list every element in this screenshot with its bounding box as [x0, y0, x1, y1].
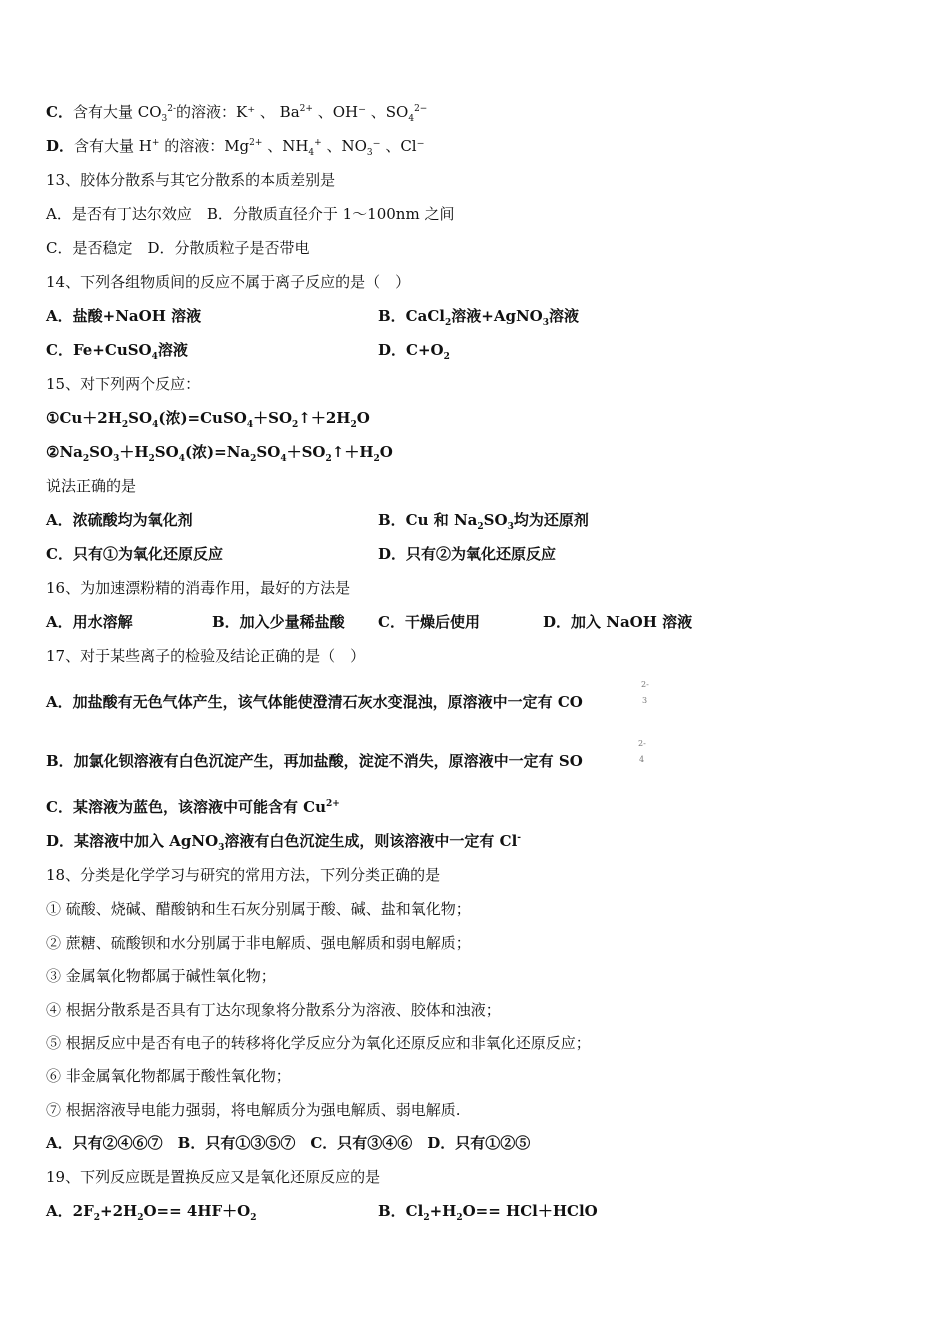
q16-option-b: B．加入少量稀盐酸	[212, 613, 345, 631]
q13-stem: 13、胶体分散系与其它分散系的本质差别是	[46, 171, 336, 189]
q16-option-a: A．用水溶解	[46, 613, 133, 631]
q17-b-charge: 2-	[638, 739, 646, 748]
q12-option-d: D．含有大量 H+ 的溶液：$Mg^{2+}$ 、$NH_4^+$ 、$NO_3^-$ 、Cl⁻	[46, 137, 425, 158]
q16-stem: 16、为加速漂粉精的消毒作用，最好的方法是	[46, 579, 351, 597]
q15-reaction-1: $①Cu+2H_2SO_4$(浓)$=CuSO_4+SO_2↑+2H_2O$	[46, 409, 370, 430]
q17-option-b: B．加氯化钡溶液有白色沉淀产生，再加盐酸，淀淀不消失，原溶液中一定有 SO	[46, 752, 583, 770]
q15-option-b: B．Cu 和 $Na_2SO_3$均为还原剂	[378, 511, 589, 532]
q19-option-a: A．$2F_2+2H_2O== 4HF+O_2$	[46, 1202, 257, 1223]
q17-b-subscript: 4	[639, 755, 645, 764]
q14-option-b: B．CaCl$_2$溶液+AgNO$_3$溶液	[378, 307, 580, 328]
q18-item: ① 硫酸、烧碱、醋酸钠和生石灰分别属于酸、碱、盐和氧化物；	[46, 900, 471, 918]
q17-stem: 17、对于某些离子的检验及结论正确的是（ ）	[46, 647, 366, 665]
q13-options-cd: C．是否稳定 D．分散质粒子是否带电	[46, 239, 310, 257]
q18-item: ⑥ 非金属氧化物都属于酸性氧化物；	[46, 1067, 291, 1085]
q18-item: ④ 根据分散系是否具有丁达尔现象将分散系分为溶液、胶体和浊液；	[46, 1001, 501, 1019]
q18-options: A．只有②④⑥⑦ B．只有①③⑤⑦ C．只有③④⑥ D．只有①②⑤	[46, 1134, 531, 1152]
q14-option-c: C．Fe+CuSO$_4$溶液	[46, 341, 188, 362]
q18-item: ② 蔗糖、硫酸钡和水分别属于非电解质、强电解质和弱电解质；	[46, 934, 471, 952]
q18-item: ③ 金属氧化物都属于碱性氧化物；	[46, 967, 276, 985]
q17-option-c: C．某溶液为蓝色，该溶液中可能含有 $Cu^{2+}$	[46, 798, 340, 816]
q18-item: ⑤ 根据反应中是否有电子的转移将化学反应分为氧化还原反应和非氧化还原反应；	[46, 1034, 591, 1052]
q15-reaction-2: $②Na_2SO_3+H_2SO_4$(浓)$=Na_2SO_4+SO_2↑+H_2O$	[46, 443, 393, 464]
q12-option-c: C．含有大量 $CO_3^{2-}$的溶液：K⁺ 、 $Ba^{2+}$ 、OH⁻ 、$SO_4^{2-}$	[46, 103, 428, 124]
q19-option-b: B．$Cl_2+H_2O==$ HCl＋HClO	[378, 1202, 598, 1223]
q15-lead: 说法正确的是	[46, 477, 137, 495]
q17-a-charge: 2-	[641, 680, 649, 689]
q17-option-a: A．加盐酸有无色气体产生，该气体能使澄清石灰水变混浊，原溶液中一定有 CO	[46, 693, 583, 711]
q14-option-d: D．$C+O_2$	[378, 341, 450, 362]
q16-option-d: D．加入 NaOH 溶液	[543, 613, 693, 631]
q13-options-ab: A．是否有丁达尔效应 B．分散质直径介于 1～100nm 之间	[46, 205, 455, 223]
q19-stem: 19、下列反应既是置换反应又是氧化还原反应的是	[46, 1168, 381, 1186]
q15-stem: 15、对下列两个反应：	[46, 375, 201, 393]
q18-item: ⑦ 根据溶液导电能力强弱，将电解质分为强电解质、弱电解质.	[46, 1101, 461, 1119]
q18-stem: 18、分类是化学学习与研究的常用方法，下列分类正确的是	[46, 866, 441, 884]
q14-stem: 14、下列各组物质间的反应不属于离子反应的是（ ）	[46, 273, 411, 291]
q15-option-c: C．只有①为氧化还原反应	[46, 545, 223, 563]
q16-option-c: C．干燥后使用	[378, 613, 480, 631]
q15-option-a: A．浓硫酸均为氧化剂	[46, 511, 193, 529]
q17-a-subscript: 3	[642, 696, 648, 705]
q15-option-d: D．只有②为氧化还原反应	[378, 545, 557, 563]
q14-option-a: A．盐酸+NaOH 溶液	[46, 307, 202, 325]
q17-option-d: D．某溶液中加入 AgNO$_3$溶液有白色沉淀生成，则该溶液中一定有 Cl-	[46, 832, 522, 853]
